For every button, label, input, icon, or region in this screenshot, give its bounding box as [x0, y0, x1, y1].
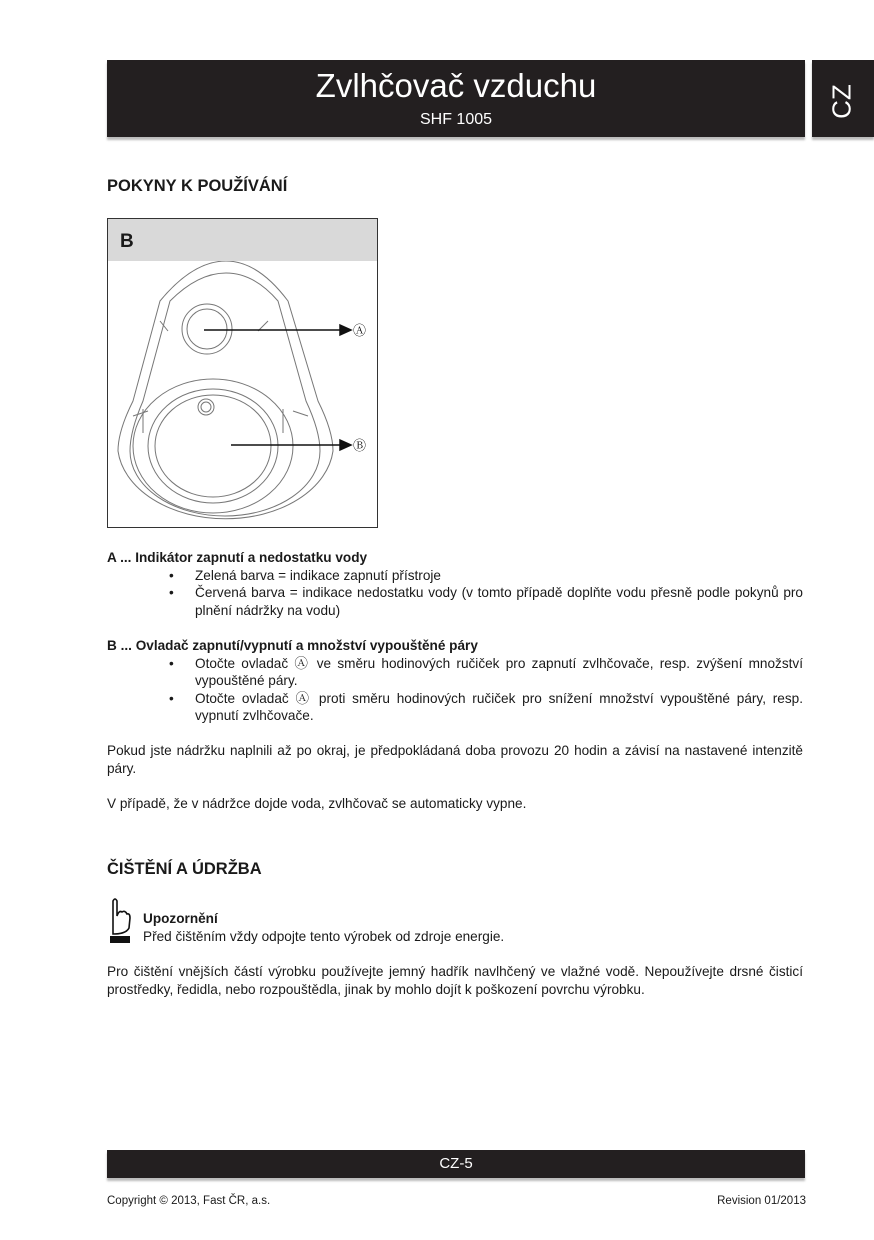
- language-tab: [812, 60, 874, 137]
- warning-box: [143, 910, 803, 945]
- document-title: Zvlhčovač vzduchu: [315, 67, 597, 104]
- warning-title: Upozornění: [143, 911, 218, 926]
- page-header: [107, 60, 805, 137]
- model-number: SHF 1005: [419, 111, 493, 128]
- warning-text: Před čištěním vždy odpojte tento výrobek od zdroje energie.: [143, 928, 505, 944]
- device-control-diagram: [108, 261, 377, 527]
- callout-a: Ⓐ: [353, 323, 367, 338]
- list-item: • Otočte ovladač Ⓐ proti směru hodinových ručiček pro snížení množství vypouštěné páry, resp. vypnutí zvlhčovače.: [107, 690, 803, 725]
- list-item: • Otočte ovladač Ⓐ ve směru hodinových ručiček pro zapnutí zvlhčovače, resp. zvýšení množství vypouštěné páry.: [107, 655, 803, 690]
- list-item: • Červená barva = indikace nedostatku vody (v tomto případě doplňte vodu přesně podle pokynů pro plnění nádržky na vodu): [107, 584, 803, 619]
- copyright: Copyright © 2013, Fast ČR, a.s.: [107, 1195, 271, 1207]
- page-number: CZ-5: [439, 1155, 473, 1172]
- section-heading-cleaning: ČIŠTĚNÍ A ÚDRŽBA: [107, 860, 262, 878]
- language-code: CZ: [826, 84, 857, 119]
- item-b-title: B ... Ovladač zapnutí/vypnutí a množství vypouštěné páry: [107, 638, 478, 653]
- cleaning-paragraph: Pro čištění vnějších částí výrobku používejte jemný hadřík navlhčený ve vlažné vodě. Nepoužívejte drsné čisticí prostředky, ředidla, nebo rozpouštědla, jinak by mohlo dojít k poškození povrchu výrobku.: [107, 964, 803, 997]
- figure-b: [107, 218, 378, 528]
- callout-b: Ⓑ: [353, 438, 367, 453]
- control-description: [107, 637, 803, 725]
- figure-label: B: [108, 219, 377, 261]
- auto-off-paragraph: V případě, že v nádržce dojde voda, zvlhčovač se automaticky vypne.: [107, 796, 527, 811]
- operation-time-paragraph: Pokud jste nádržku naplnili až po okraj, je předpokládaná doba provozu 20 hodin a závisí na nastavené intenzitě páry.: [107, 743, 803, 776]
- indicator-description: [107, 549, 803, 619]
- section-heading-usage: POKYNY K POUŽÍVÁNÍ: [107, 177, 288, 195]
- page-number-bar: [107, 1150, 805, 1178]
- revision: Revision 01/2013: [717, 1195, 806, 1207]
- item-a-title: A ... Indikátor zapnutí a nedostatku vody: [107, 550, 368, 565]
- list-item: • Zelená barva = indikace zapnutí přístroje: [107, 567, 803, 585]
- pointing-hand-icon: [108, 896, 132, 946]
